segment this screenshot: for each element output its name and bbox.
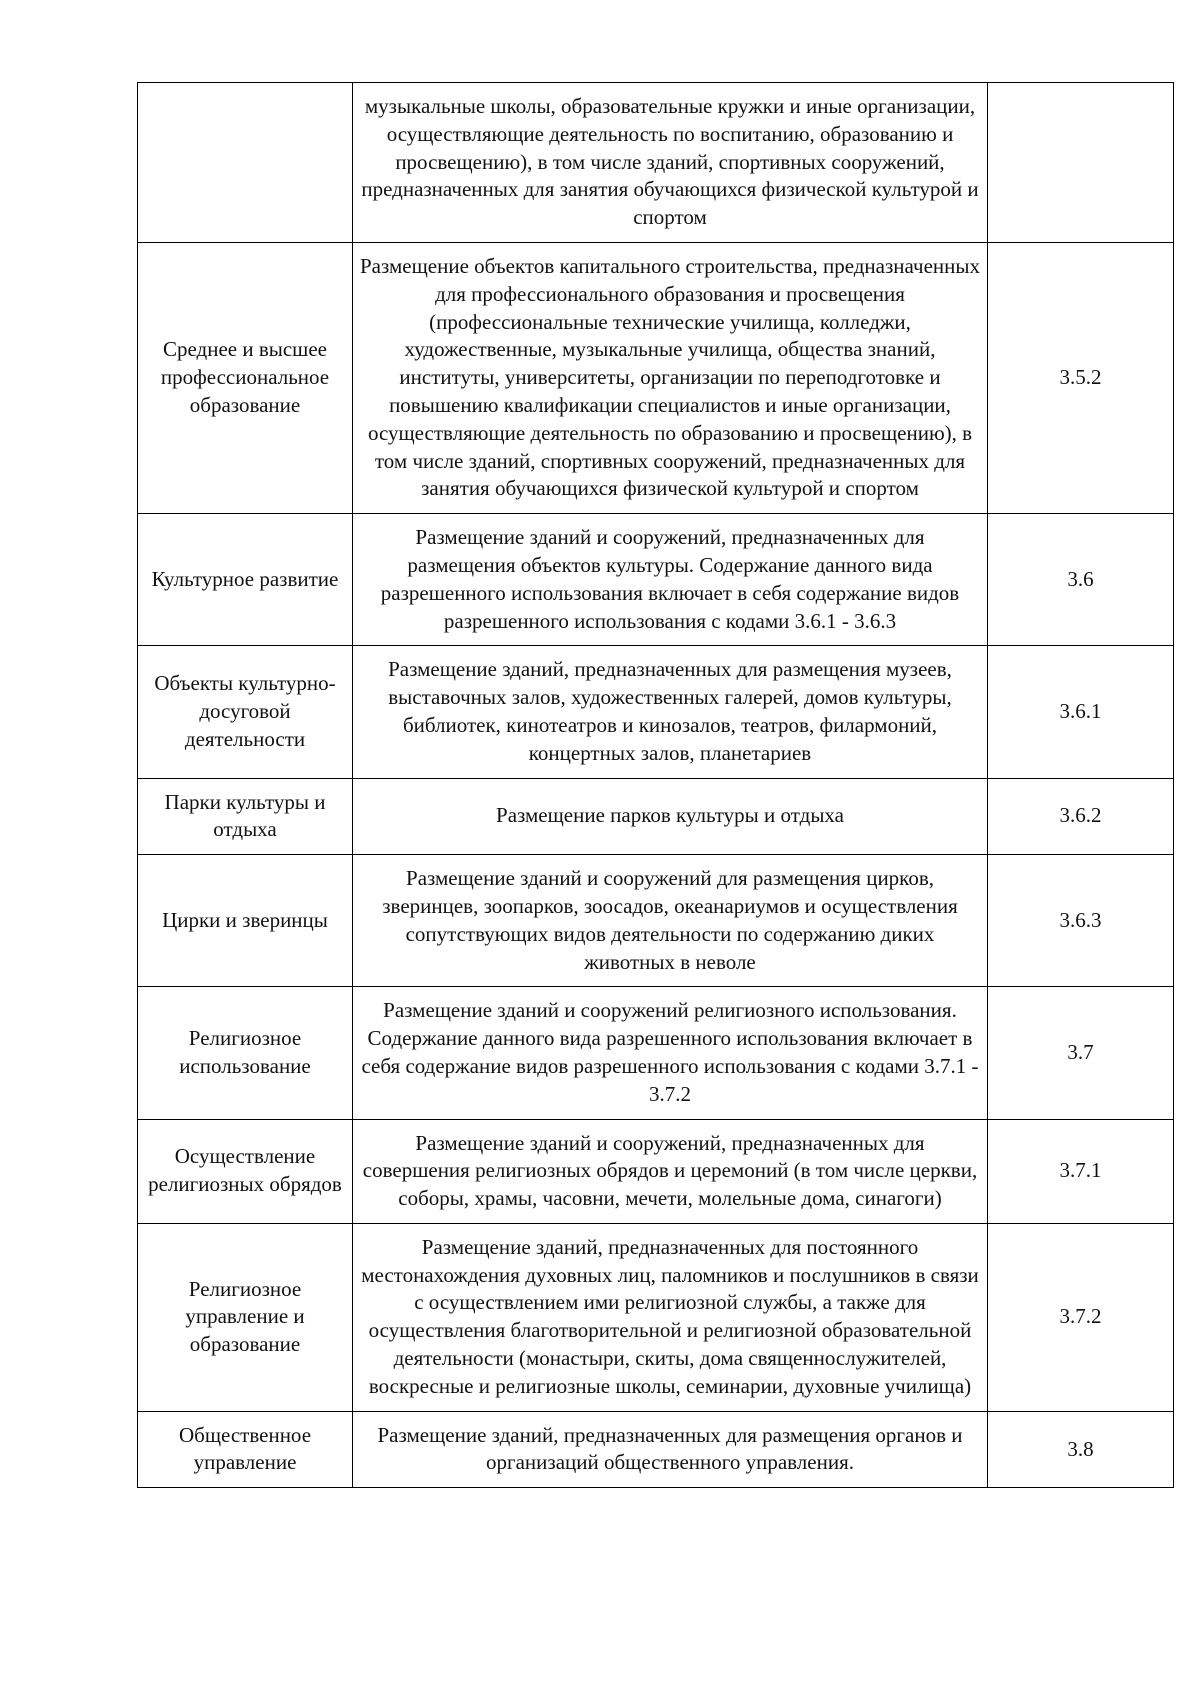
- table-row: [138, 646, 1174, 778]
- use-type-code: 3.7.1: [988, 1119, 1174, 1223]
- use-type-code: [988, 83, 1174, 243]
- use-type-name: [138, 83, 353, 243]
- use-type-description: Размещение зданий, предназначенных для размещения органов и организаций общественного управления.: [353, 1411, 988, 1488]
- use-type-name: Осуществление религиозных обрядов: [138, 1119, 353, 1223]
- table-row: [138, 83, 1174, 243]
- table-row: [138, 778, 1174, 855]
- use-type-name: Общественное управление: [138, 1411, 353, 1488]
- use-type-name: Объекты культурно-досуговой деятельности: [138, 646, 353, 778]
- table-row: [138, 242, 1174, 513]
- use-type-description: Размещение зданий и сооружений для размещения цирков, зверинцев, зоопарков, зоосадов, океанариумов и осуществления сопутствующих видов деятельности по содержанию диких животных в неволе: [353, 855, 988, 987]
- use-type-description: музыкальные школы, образовательные кружки и иные организации, осуществляющие деятельность по воспитанию, образованию и просвещению), в том числе зданий, спортивных сооружений, предназначенных для занятия обучающихся физической культурой и спортом: [353, 83, 988, 243]
- use-type-name: Цирки и зверинцы: [138, 855, 353, 987]
- use-type-description: Размещение зданий и сооружений, предназначенных для размещения объектов культуры. Содержание данного вида разрешенного использования включает в себя содержание видов разрешенного использования с кодами 3.6.1 - 3.6.3: [353, 514, 988, 646]
- use-type-description: Размещение зданий, предназначенных для размещения музеев, выставочных залов, художественных галерей, домов культуры, библиотек, кинотеатров и кинозалов, театров, филармоний, концертных залов, планетариев: [353, 646, 988, 778]
- table-row: [138, 855, 1174, 987]
- use-type-description: Размещение зданий и сооружений религиозного использования. Содержание данного вида разрешенного использования включает в себя содержание видов разрешенного использования с кодами 3.7.1 - 3.7.2: [353, 987, 988, 1119]
- use-type-name: Религиозное управление и образование: [138, 1223, 353, 1411]
- use-type-description: Размещение зданий, предназначенных для постоянного местонахождения духовных лиц, паломников и послушников в связи с осуществлением ими религиозной службы, а также для осуществления благотворительной и религиозной образовательной деятельности (монастыри, скиты, дома священнослужителей, воскресные и религиозные школы, семинарии, духовные училища): [353, 1223, 988, 1411]
- use-type-description: Размещение зданий и сооружений, предназначенных для совершения религиозных обрядов и церемоний (в том числе церкви, соборы, храмы, часовни, мечети, молельные дома, синагоги): [353, 1119, 988, 1223]
- use-type-code: 3.8: [988, 1411, 1174, 1488]
- use-type-code: 3.5.2: [988, 242, 1174, 513]
- use-type-name: Культурное развитие: [138, 514, 353, 646]
- use-type-code: 3.6.3: [988, 855, 1174, 987]
- use-type-code: 3.6.1: [988, 646, 1174, 778]
- table-row: [138, 1119, 1174, 1223]
- use-type-name: Среднее и высшее профессиональное образование: [138, 242, 353, 513]
- use-type-name: Религиозное использование: [138, 987, 353, 1119]
- use-type-code: 3.6: [988, 514, 1174, 646]
- use-type-description: Размещение объектов капитального строительства, предназначенных для профессионального образования и просвещения (профессиональные технические училища, колледжи, художественные, музыкальные училища, общества знаний, институты, университеты, организации по переподготовке и повышению квалификации специалистов и иные организации, осуществляющие деятельность по образованию и просвещению), в том числе зданий, спортивных сооружений, предназначенных для занятия обучающихся физической культурой и спортом: [353, 242, 988, 513]
- table-row: [138, 1411, 1174, 1488]
- use-type-description: Размещение парков культуры и отдыха: [353, 778, 988, 855]
- land-use-table: [137, 82, 1174, 1488]
- use-type-code: 3.7.2: [988, 1223, 1174, 1411]
- use-type-code: 3.6.2: [988, 778, 1174, 855]
- table-row: [138, 987, 1174, 1119]
- use-type-code: 3.7: [988, 987, 1174, 1119]
- table-row: [138, 514, 1174, 646]
- use-type-name: Парки культуры и отдыха: [138, 778, 353, 855]
- table-row: [138, 1223, 1174, 1411]
